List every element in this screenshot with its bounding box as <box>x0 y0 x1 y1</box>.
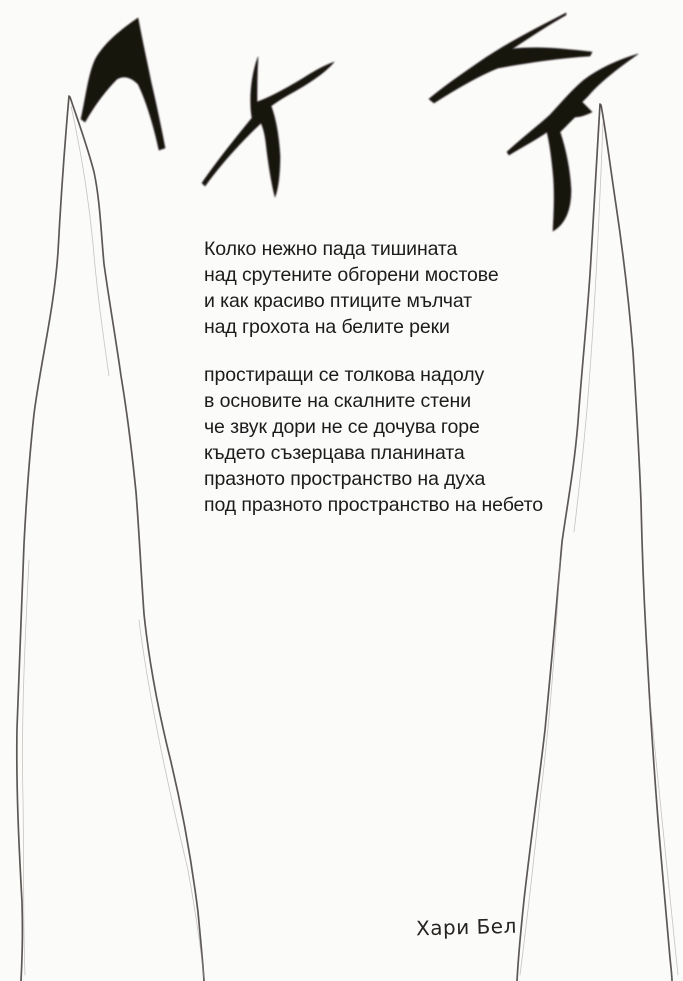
birds <box>81 13 638 231</box>
left-peak-right-line <box>70 97 204 981</box>
poem-line: Колко нежно пада тишината <box>204 238 458 260</box>
stanza-2 <box>204 362 543 518</box>
right-peak-right-line <box>601 105 672 981</box>
left-peak-left-line <box>17 96 69 981</box>
poem-line: под празното пространство на небето <box>204 494 544 516</box>
right-peak-ghost-line-upper <box>574 122 603 532</box>
poem <box>204 236 543 518</box>
left-peak-ghost-line-upper <box>71 106 109 376</box>
poem-line: където съзерцава планината <box>204 442 465 464</box>
poem-line: и как красиво птиците мълчат <box>204 290 473 312</box>
swallow-silhouette-right <box>507 54 638 231</box>
swallow-silhouette-top-right <box>429 13 592 103</box>
tall-peak-outline-left <box>17 96 204 981</box>
poem-line: над срутените обгорени мостове <box>204 264 499 286</box>
poem-line: в основите на скалните стени <box>204 390 471 412</box>
author-signature: Хари Бел <box>415 913 518 941</box>
poem-line: простиращи се толкова надолу <box>204 364 485 386</box>
swallow-silhouette-top-left <box>81 18 165 150</box>
poem-line: празното пространство на духа <box>204 468 486 490</box>
swallow-silhouette-center <box>202 57 334 197</box>
left-peak-ghost-line-lower <box>139 620 204 978</box>
stanza-1 <box>204 236 543 340</box>
right-peak-ghost-line-right <box>650 700 678 975</box>
left-peak-ghost-line-left <box>22 560 29 975</box>
poem-line: над грохота на белите реки <box>204 316 450 338</box>
poem-line: че звук дори не се дочува горе <box>204 416 480 438</box>
